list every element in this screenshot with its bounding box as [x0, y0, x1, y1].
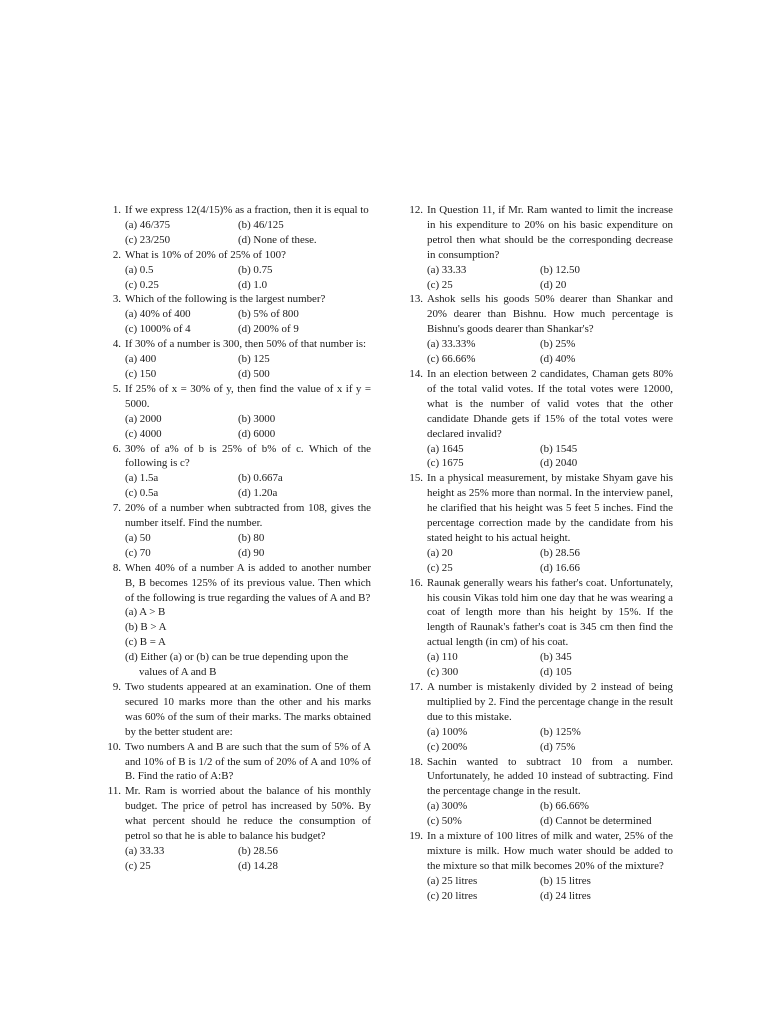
question-number: 9.: [112, 681, 121, 693]
question-12: [405, 203, 673, 263]
option-row: [405, 799, 673, 814]
question-text: In a mixture of 100 litres of milk and water, 25% of the mixture is milk. How much water should be added to the mixture so that milk becomes 20% of the mixture?: [427, 830, 673, 872]
answer-option: (d) 14.28: [238, 859, 278, 872]
option-row: [103, 635, 371, 650]
question-18: [405, 755, 673, 800]
question-1: [103, 203, 371, 218]
option-row: [405, 546, 673, 561]
question-text: If we express 12(4/15)% as a fraction, then it is equal to: [125, 204, 369, 216]
answer-option: (d) 6000: [238, 427, 276, 440]
answer-option: (d) 2040: [540, 457, 578, 470]
answer-option: (b) 66.66%: [540, 800, 589, 813]
answer-option: (a) 110: [427, 651, 458, 664]
answer-option: (c) 25: [427, 278, 453, 291]
left-column: [103, 203, 371, 874]
option-row: [103, 367, 371, 382]
answer-option: (b) 0.75: [238, 263, 273, 276]
question-number: 17.: [409, 681, 423, 693]
question-number: 16.: [409, 576, 423, 589]
answer-option: (d) 40%: [540, 353, 576, 366]
question-6: [103, 442, 371, 472]
option-row: [405, 874, 673, 889]
question-text: When 40% of a number A is added to another number B, B becomes 125% of its previous value. Then which of the following is true regarding the values of A and B?: [125, 561, 371, 604]
option-row: [405, 442, 673, 457]
right-column: [405, 203, 673, 904]
answer-option: (d) 90: [238, 546, 265, 559]
question-number: 11.: [107, 785, 121, 798]
question-3: [103, 292, 371, 307]
option-row: [405, 814, 673, 829]
question-14: [405, 367, 673, 442]
answer-option: (c) 0.25: [125, 278, 159, 291]
question-text: Two numbers A and B are such that the sum of 5% of A and 10% of B is 1/2 of the sum of 20% of A and 10% of B. Find the ratio of A:B?: [125, 740, 371, 783]
answer-option: (d) 105: [540, 666, 572, 679]
question-text: Two students appeared at an examination. One of them secured 10 marks more than the other and his marks was 60% of the sum of their marks. The marks obtained by the better student are:: [125, 681, 371, 738]
option-row: [103, 233, 371, 248]
answer-option: (d) None of these.: [238, 233, 317, 246]
answer-option: (c) 1000% of 4: [125, 323, 191, 336]
question-2: [103, 248, 371, 263]
answer-option: (c) 300: [427, 666, 459, 679]
question-number: 1.: [112, 204, 121, 216]
answer-option: (c) B = A: [125, 636, 166, 649]
question-5: [103, 382, 371, 412]
option-row: [103, 427, 371, 442]
answer-option: (b) 25%: [540, 338, 576, 351]
option-row: [103, 605, 371, 620]
question-number: 8.: [112, 561, 121, 574]
option-row: [103, 620, 371, 635]
answer-option: (d) 200% of 9: [238, 323, 299, 336]
answer-option: (d) 75%: [540, 740, 576, 753]
option-row: [103, 486, 371, 501]
question-number: 12.: [409, 204, 423, 216]
question-number: 14.: [409, 367, 423, 380]
option-row: [405, 650, 673, 665]
option-row: [103, 844, 371, 859]
question-text: Raunak generally wears his father's coat. Unfortunately, his cousin Vikas told him one day that he was wearing a coat of length more than his height by 15%. If the length of Raunak's father's coat is 345 cm then find the actual length (in cm) of his coat.: [427, 576, 673, 649]
question-number: 2.: [112, 248, 121, 261]
answer-option: (d) 16.66: [540, 561, 580, 574]
question-text: Ashok sells his goods 50% dearer than Shankar and 20% dearer than Bishnu. How much percentage is Bishnu's goods dearer than Shankar's?: [427, 293, 673, 336]
answer-option: (b) 46/125: [238, 218, 284, 231]
option-row: [405, 740, 673, 755]
answer-option: (b) 28.56: [540, 546, 580, 559]
question-text: If 30% of a number is 300, then 50% of that number is:: [125, 338, 367, 351]
question-text: 30% of a% of b is 25% of b% of c. Which of the following is c?: [125, 442, 371, 470]
question-text: In Question 11, if Mr. Ram wanted to limit the increase in his expenditure to 20% on his basic expenditure on petrol then what should be the corresponding decrease in consumption?: [427, 204, 673, 261]
answer-option: (a) 2000: [125, 412, 162, 425]
option-row: [103, 322, 371, 337]
question-number: 10.: [107, 740, 121, 753]
question-11: [103, 784, 371, 844]
answer-option: (b) 0.667a: [238, 472, 283, 485]
option-row: [103, 263, 371, 278]
option-row: [103, 650, 371, 680]
answer-option: (a) 33.33%: [427, 338, 476, 351]
answer-option: (c) 25: [125, 859, 151, 872]
answer-option: (c) 25: [427, 561, 453, 574]
answer-option: (b) 125: [238, 353, 270, 366]
question-9: [103, 680, 371, 740]
answer-option: (c) 1675: [427, 457, 464, 470]
answer-option: (c) 4000: [125, 427, 162, 440]
question-text: Which of the following is the largest number?: [125, 293, 326, 306]
option-row: [405, 278, 673, 293]
answer-option: (a) 300%: [427, 800, 468, 813]
question-number: 18.: [409, 755, 423, 768]
answer-option: (c) 20 litres: [427, 889, 478, 902]
question-number: 13.: [409, 293, 423, 306]
question-16: [405, 576, 673, 651]
answer-option: (c) 70: [125, 546, 151, 559]
option-row: [405, 352, 673, 367]
answer-option: (a) 50: [125, 531, 151, 544]
answer-option: (c) 150: [125, 367, 157, 380]
question-number: 15.: [409, 472, 423, 485]
answer-option: (c) 200%: [427, 740, 468, 753]
answer-option: (a) 33.33: [427, 263, 467, 276]
answer-option: (d) 24 litres: [540, 889, 591, 902]
answer-option: (b) 125%: [540, 725, 581, 738]
question-number: 7.: [112, 502, 121, 515]
answer-option: (a) 20: [427, 546, 453, 559]
answer-option: (d) 1.0: [238, 278, 268, 291]
question-text: 20% of a number when subtracted from 108, gives the number itself. Find the number.: [125, 502, 371, 530]
answer-option: (a) 25 litres: [427, 874, 478, 887]
option-row: [405, 561, 673, 576]
answer-option: (b) 345: [540, 651, 572, 664]
question-number: 6.: [112, 442, 121, 455]
question-text: What is 10% of 20% of 25% of 100?: [125, 248, 286, 261]
answer-option: (c) 66.66%: [427, 353, 476, 366]
answer-option: (b) 80: [238, 531, 265, 544]
answer-option: (a) 33.33: [125, 844, 165, 857]
option-row: [405, 725, 673, 740]
answer-option: (c) 50%: [427, 815, 462, 828]
answer-option: (c) 0.5a: [125, 487, 159, 500]
option-row: [103, 352, 371, 367]
answer-option: (a) 0.5: [125, 263, 154, 276]
option-row: [405, 889, 673, 904]
answer-option: (c) 23/250: [125, 233, 171, 246]
answer-option: (a) 1645: [427, 442, 464, 455]
question-10: [103, 740, 371, 785]
question-15: [405, 471, 673, 546]
question-7: [103, 501, 371, 531]
answer-option: (b) B > A: [125, 621, 167, 634]
answer-option: (a) 100%: [427, 725, 468, 738]
answer-option: (b) 5% of 800: [238, 308, 299, 321]
question-8: [103, 561, 371, 606]
option-row: [103, 278, 371, 293]
option-row: [103, 546, 371, 561]
answer-option: (a) 400: [125, 353, 157, 366]
answer-option: (b) 28.56: [238, 844, 278, 857]
option-row: [103, 412, 371, 427]
answer-option: (d) 1.20a: [238, 487, 278, 500]
option-row: [103, 307, 371, 322]
answer-option: (d) 20: [540, 278, 567, 291]
answer-option: (b) 15 litres: [540, 874, 591, 887]
option-row: [405, 456, 673, 471]
question-number: 5.: [112, 382, 121, 395]
question-text: In an election between 2 candidates, Chaman gets 80% of the total valid votes. If the total votes were 12000, what is the number of valid votes that the other candidate Dhande gets if 15% of the total votes were declared invalid?: [427, 367, 673, 440]
answer-option: (b) 1545: [540, 442, 578, 455]
answer-option: (d) Cannot be determined: [540, 815, 652, 828]
option-row: [405, 665, 673, 680]
option-row: [405, 263, 673, 278]
question-text: Mr. Ram is worried about the balance of his monthly budget. The price of petrol has increased by 50%. By what percent should he reduce the consumption of petrol so that he is able to balance his budget?: [125, 785, 371, 843]
answer-option: (b) 12.50: [540, 263, 580, 276]
answer-option: (b) 3000: [238, 412, 276, 425]
option-row: [405, 337, 673, 352]
option-row: [103, 471, 371, 486]
question-text: A number is mistakenly divided by 2 instead of being multiplied by 2. Find the percentage change in the result due to this mistake.: [427, 681, 673, 723]
option-row: [103, 531, 371, 546]
question-text: Sachin wanted to subtract 10 from a number. Unfortunately, he added 10 instead of subtracting. Find the percentage change in the result.: [427, 755, 673, 798]
answer-option: (a) 1.5a: [125, 472, 159, 485]
answer-option: (a) A > B: [125, 606, 166, 619]
question-13: [405, 292, 673, 337]
answer-option: (a) 46/375: [125, 218, 171, 231]
question-number: 3.: [112, 293, 121, 306]
question-number: 4.: [112, 338, 121, 351]
question-number: 19.: [409, 830, 423, 843]
question-17: [405, 680, 673, 725]
option-row: [103, 859, 371, 874]
question-text: In a physical measurement, by mistake Shyam gave his height as 25% more than normal. In the interview panel, he clarified that his height was 5 feet 5 inches. Find the percentage correction made by the candidate from his stated height to his actual height.: [427, 472, 673, 544]
question-4: [103, 337, 371, 352]
answer-option: (d) 500: [238, 367, 270, 380]
question-text: If 25% of x = 30% of y, then find the value of x if y = 5000.: [125, 382, 371, 410]
answer-option: (d) Either (a) or (b) can be true depending upon the values of A and B: [125, 651, 349, 679]
question-19: [405, 829, 673, 874]
option-row: [103, 218, 371, 233]
answer-option: (a) 40% of 400: [125, 308, 191, 321]
